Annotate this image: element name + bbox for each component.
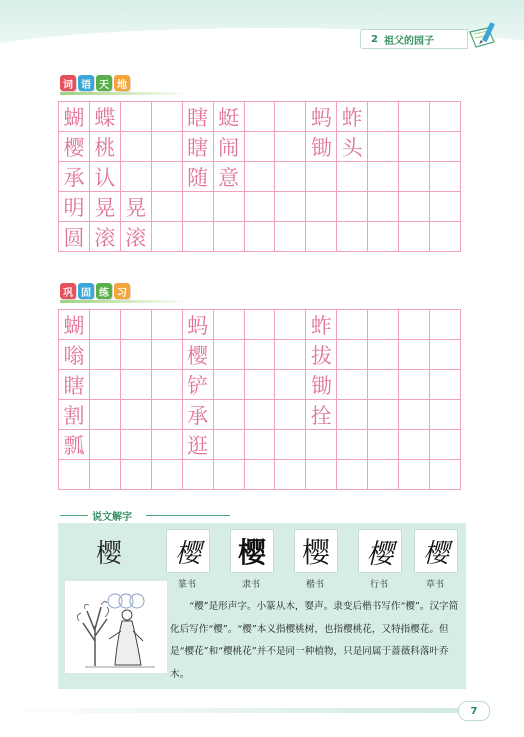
section-header-vocabulary xyxy=(60,75,130,91)
grid-cell xyxy=(90,400,121,430)
grid-cell xyxy=(430,460,461,490)
grid-cell: 承 xyxy=(183,400,214,430)
grid-cell xyxy=(430,102,461,132)
grid-cell xyxy=(152,310,183,340)
grid-cell xyxy=(152,340,183,370)
grid-cell xyxy=(245,370,276,400)
chapter-title: 祖父的园子 xyxy=(383,35,434,47)
grid-cell xyxy=(368,460,399,490)
section-title-char: 地 xyxy=(114,75,130,91)
script-label: 草书 xyxy=(425,580,444,590)
grid-cell xyxy=(121,430,152,460)
grid-cell xyxy=(214,460,245,490)
grid-cell xyxy=(152,162,183,192)
grid-cell: 滚 xyxy=(90,222,121,252)
grid-cell: 拔 xyxy=(306,340,337,370)
grid-cell xyxy=(245,460,276,490)
grid-cell xyxy=(275,310,306,340)
script-label: 行书 xyxy=(369,580,388,590)
grid-cell xyxy=(368,310,399,340)
grid-cell xyxy=(152,460,183,490)
grid-cell xyxy=(368,400,399,430)
grid-cell xyxy=(183,192,214,222)
grid-cell: 锄 xyxy=(306,370,337,400)
grid-cell xyxy=(90,340,121,370)
grid-cell xyxy=(245,102,276,132)
grid-cell xyxy=(337,430,368,460)
grid-cell: 滚 xyxy=(121,222,152,252)
grid-cell xyxy=(337,370,368,400)
grid-cell xyxy=(368,222,399,252)
grid-cell xyxy=(245,192,276,222)
grid-cell xyxy=(430,310,461,340)
section-title-char: 固 xyxy=(78,283,94,299)
divider xyxy=(146,515,230,516)
section-title-char: 巩 xyxy=(60,283,76,299)
grid-cell: 逛 xyxy=(183,430,214,460)
grid-cell xyxy=(430,400,461,430)
divider xyxy=(60,515,88,516)
grid-cell xyxy=(152,400,183,430)
grid-cell xyxy=(306,162,337,192)
grid-cell xyxy=(214,192,245,222)
shuowen-title: 说文解字 xyxy=(92,512,132,523)
grid-cell xyxy=(275,102,306,132)
grid-cell: 明 xyxy=(59,192,90,222)
grid-cell: 嗡 xyxy=(59,340,90,370)
grid-cell xyxy=(306,222,337,252)
section-title-char: 习 xyxy=(114,283,130,299)
grid-cell xyxy=(214,310,245,340)
grid-cell: 随 xyxy=(183,162,214,192)
grid-cell xyxy=(430,162,461,192)
script-glyph: 樱 xyxy=(414,529,458,573)
grid-cell xyxy=(430,132,461,162)
grid-cell xyxy=(306,460,337,490)
script-label: 篆书 xyxy=(177,580,196,590)
grid-cell xyxy=(368,162,399,192)
grid-cell xyxy=(121,310,152,340)
grid-cell xyxy=(399,222,430,252)
grid-cell: 樱 xyxy=(183,340,214,370)
grid-cell: 蚂 xyxy=(306,102,337,132)
grid-cell xyxy=(214,370,245,400)
grid-cell: 意 xyxy=(214,162,245,192)
grid-cell xyxy=(245,310,276,340)
grid-cell xyxy=(368,192,399,222)
grid-cell: 承 xyxy=(59,162,90,192)
grid-cell xyxy=(90,370,121,400)
grid-cell: 樱 xyxy=(59,132,90,162)
grid-cell xyxy=(337,192,368,222)
grid-cell xyxy=(430,222,461,252)
grid-cell xyxy=(337,460,368,490)
grid-cell xyxy=(275,222,306,252)
grid-cell: 晃 xyxy=(90,192,121,222)
grid-cell xyxy=(337,162,368,192)
grid-cell xyxy=(275,192,306,222)
grid-cell xyxy=(399,132,430,162)
grid-cell: 瞎 xyxy=(183,102,214,132)
grid-cell xyxy=(245,132,276,162)
grid-cell xyxy=(399,460,430,490)
grid-cell: 晃 xyxy=(121,192,152,222)
grid-cell: 割 xyxy=(59,400,90,430)
grid-cell xyxy=(399,192,430,222)
script-glyph: 樱 xyxy=(294,529,338,573)
grid-cell xyxy=(152,430,183,460)
section-underline xyxy=(60,300,190,303)
grid-cell xyxy=(245,222,276,252)
grid-cell xyxy=(121,400,152,430)
grid-cell: 蝴 xyxy=(59,102,90,132)
grid-cell xyxy=(214,222,245,252)
section-title-char: 天 xyxy=(96,75,112,91)
grid-cell xyxy=(121,370,152,400)
grid-cell xyxy=(399,430,430,460)
grid-cell xyxy=(430,370,461,400)
practice-grid xyxy=(58,309,461,490)
section-title-char: 练 xyxy=(96,283,112,299)
grid-cell xyxy=(430,192,461,222)
grid-cell: 拴 xyxy=(306,400,337,430)
grid-cell xyxy=(337,222,368,252)
grid-cell xyxy=(183,460,214,490)
grid-cell xyxy=(275,400,306,430)
grid-cell xyxy=(275,460,306,490)
script-glyph: 樱 xyxy=(358,529,402,573)
script-glyph: 樱 xyxy=(166,529,210,573)
pencil-and-book-icon xyxy=(466,20,500,50)
grid-cell xyxy=(368,430,399,460)
chapter-tab xyxy=(360,29,468,49)
grid-cell xyxy=(121,102,152,132)
grid-cell xyxy=(214,400,245,430)
grid-cell xyxy=(275,370,306,400)
grid-cell xyxy=(59,460,90,490)
page-number: 7 xyxy=(458,701,490,721)
grid-cell: 蚱 xyxy=(306,310,337,340)
grid-cell xyxy=(430,340,461,370)
grid-cell: 闹 xyxy=(214,132,245,162)
grid-cell xyxy=(245,430,276,460)
grid-cell xyxy=(245,400,276,430)
grid-cell: 圆 xyxy=(59,222,90,252)
grid-cell xyxy=(121,162,152,192)
grid-cell xyxy=(399,310,430,340)
grid-cell: 认 xyxy=(90,162,121,192)
chapter-number: 2 xyxy=(371,33,378,45)
grid-cell: 铲 xyxy=(183,370,214,400)
grid-cell: 瓢 xyxy=(59,430,90,460)
grid-cell xyxy=(152,192,183,222)
grid-cell xyxy=(306,192,337,222)
grid-cell: 桃 xyxy=(90,132,121,162)
grid-cell xyxy=(121,340,152,370)
script-glyph: 樱 xyxy=(230,529,274,573)
vocabulary-grid xyxy=(58,101,461,252)
grid-cell xyxy=(90,430,121,460)
grid-cell xyxy=(214,340,245,370)
grid-cell xyxy=(399,162,430,192)
grid-cell xyxy=(368,102,399,132)
explanation-paragraph: “樱”是形声字。小篆从木，婴声。隶变后楷书写作“樱”。汉字简化后写作“樱”。“樱”本义指樱桃树，也指樱桃花，又特指樱花。但是“樱花”和“樱桃花”并不是同一种植物，只是同属于蔷薇科落叶乔木。 xyxy=(170,601,459,680)
grid-cell xyxy=(399,102,430,132)
section-header-practice xyxy=(60,283,130,299)
grid-cell xyxy=(152,132,183,162)
grid-cell: 蚱 xyxy=(337,102,368,132)
grid-cell xyxy=(399,400,430,430)
grid-cell xyxy=(368,132,399,162)
grid-cell: 锄 xyxy=(306,132,337,162)
script-label: 隶书 xyxy=(241,580,260,590)
grid-cell xyxy=(183,222,214,252)
grid-cell xyxy=(275,430,306,460)
grid-cell xyxy=(121,460,152,490)
grid-cell xyxy=(368,340,399,370)
grid-cell xyxy=(152,370,183,400)
grid-cell: 瞎 xyxy=(59,370,90,400)
featured-character: 樱 xyxy=(96,539,123,569)
grid-cell xyxy=(152,222,183,252)
grid-cell xyxy=(337,340,368,370)
section-underline xyxy=(60,92,190,95)
grid-cell xyxy=(275,162,306,192)
section-title-char: 语 xyxy=(78,75,94,91)
woman-under-tree-illustration xyxy=(64,580,168,674)
grid-cell xyxy=(306,430,337,460)
grid-cell: 头 xyxy=(337,132,368,162)
grid-cell xyxy=(90,460,121,490)
grid-cell xyxy=(275,340,306,370)
grid-cell xyxy=(152,102,183,132)
grid-cell: 瞎 xyxy=(183,132,214,162)
grid-cell: 蚂 xyxy=(183,310,214,340)
footer-bar xyxy=(0,708,458,713)
grid-cell xyxy=(337,310,368,340)
grid-cell xyxy=(245,162,276,192)
grid-cell xyxy=(121,132,152,162)
section-title-char: 词 xyxy=(60,75,76,91)
grid-cell xyxy=(245,340,276,370)
grid-cell xyxy=(399,340,430,370)
script-label: 楷书 xyxy=(305,580,324,590)
grid-cell: 蝴 xyxy=(59,310,90,340)
grid-cell xyxy=(90,310,121,340)
grid-cell: 蝶 xyxy=(90,102,121,132)
grid-cell: 蜓 xyxy=(214,102,245,132)
grid-cell xyxy=(275,132,306,162)
grid-cell xyxy=(337,400,368,430)
grid-cell xyxy=(399,370,430,400)
grid-cell xyxy=(214,430,245,460)
grid-cell xyxy=(368,370,399,400)
grid-cell xyxy=(430,430,461,460)
